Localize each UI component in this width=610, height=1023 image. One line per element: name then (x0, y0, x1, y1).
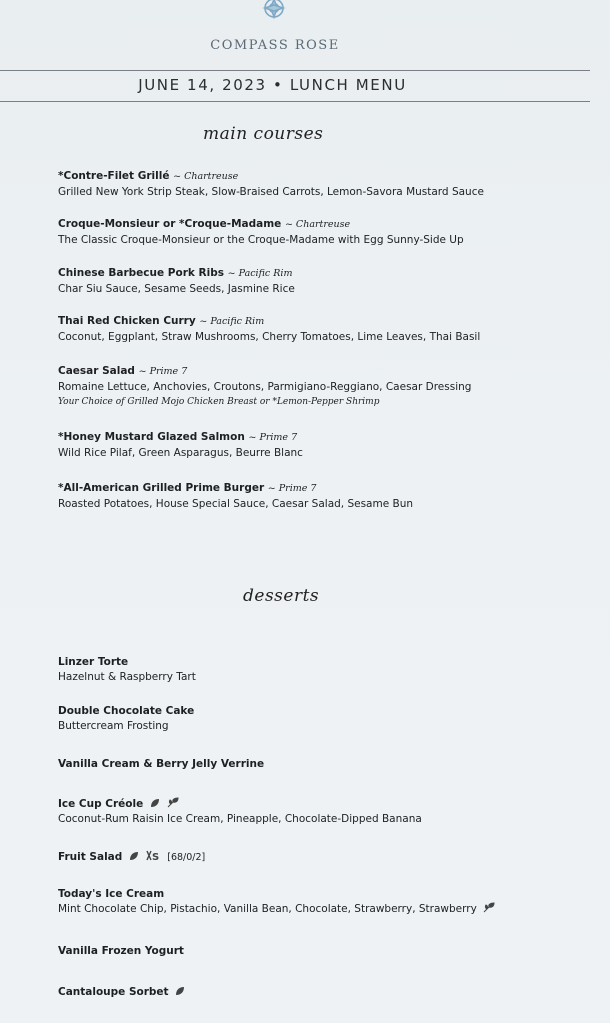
menu-item (58, 314, 598, 345)
menu-item (58, 797, 598, 827)
item-description: Romaine Lettuce, Anchovies, Croutons, Parmigiano-Reggiano, Caesar Dressing (58, 381, 472, 393)
item-name: *Contre-Filet Grillé ~ Chartreuse (58, 170, 239, 182)
menu-item (58, 364, 598, 409)
item-venue: ~ Prime 7 (138, 366, 188, 377)
header-bottom-rule (0, 101, 590, 102)
item-name: *All-American Grilled Prime Burger ~ Prime 7 (58, 482, 317, 494)
item-name: Cantaloupe Sorbet (58, 985, 598, 999)
item-description: Coconut, Eggplant, Straw Mushrooms, Cherry Tomatoes, Lime Leaves, Thai Basil (58, 331, 481, 343)
compass-rose-logo-icon (257, 0, 291, 26)
item-venue: ~ Prime 7 (248, 432, 298, 443)
item-name: Chinese Barbecue Pork Ribs ~ Pacific Rim (58, 267, 293, 279)
menu-item (58, 850, 598, 865)
item-description: Grilled New York Strip Steak, Slow-Braised Carrots, Lemon-Savora Mustard Sauce (58, 186, 484, 198)
menu-item (58, 481, 598, 512)
item-name: Fruit Salad S [68/0/2] (58, 851, 206, 863)
section-title-desserts: desserts (243, 586, 320, 606)
leaf-icon (175, 986, 185, 996)
item-name: Linzer Torte (58, 656, 129, 668)
item-description: Mint Chocolate Chip, Pistachio, Vanilla Bean, Chocolate, Strawberry, Strawberry (58, 901, 598, 917)
item-name: *Honey Mustard Glazed Salmon ~ Prime 7 (58, 431, 298, 443)
nutrition-values: [68/0/2] (167, 852, 206, 863)
item-description: Char Siu Sauce, Sesame Seeds, Jasmine Rice (58, 283, 295, 295)
item-venue: ~ Chartreuse (284, 219, 351, 230)
brand-name: COMPASS ROSE (210, 38, 340, 53)
section-title-main-courses: main courses (203, 124, 324, 144)
menu-item (58, 757, 598, 771)
item-name: Vanilla Cream & Berry Jelly Verrine (58, 758, 265, 770)
svg-text:S: S (151, 852, 159, 861)
item-description: Coconut-Rum Raisin Ice Cream, Pineapple, Chocolate-Dipped Banana (58, 813, 422, 825)
item-description: Buttercream Frosting (58, 720, 169, 732)
menu-item (58, 887, 598, 917)
leaf-icon (129, 851, 139, 861)
item-description: Wild Rice Pilaf, Green Asparagus, Beurre Blanc (58, 447, 303, 459)
no-sugar-icon (146, 850, 160, 861)
item-venue: ~ Pacific Rim (199, 316, 265, 327)
item-venue: ~ Pacific Rim (227, 268, 293, 279)
item-name: Vanilla Frozen Yogurt (58, 945, 184, 957)
leaf-icon (150, 798, 160, 808)
menu-item (58, 266, 598, 297)
menu-item (58, 217, 598, 248)
header-top-rule (0, 70, 590, 71)
item-description: Roasted Potatoes, House Special Sauce, Caesar Salad, Sesame Bun (58, 498, 414, 510)
item-name: Croque-Monsieur or *Croque-Madame ~ Chartreuse (58, 218, 351, 230)
item-name: Ice Cup Créole (58, 797, 598, 811)
menu-item (58, 169, 598, 200)
item-name: Caesar Salad ~ Prime 7 (58, 365, 188, 377)
plant-icon (167, 797, 179, 808)
menu-item (58, 430, 598, 461)
plant-icon (483, 902, 495, 913)
item-description: Hazelnut & Raspberry Tart (58, 671, 196, 683)
item-venue: ~ Chartreuse (173, 171, 239, 182)
item-name: Double Chocolate Cake (58, 705, 195, 717)
item-note: Your Choice of Grilled Mojo Chicken Breast or *Lemon-Pepper Shrimp (58, 397, 380, 407)
menu-item (58, 985, 598, 999)
menu-item (58, 704, 598, 734)
menu-item (58, 655, 598, 685)
item-description: The Classic Croque-Monsieur or the Croque-Madame with Egg Sunny-Side Up (58, 234, 464, 246)
menu-item (58, 944, 598, 958)
item-name: Thai Red Chicken Curry ~ Pacific Rim (58, 315, 265, 327)
item-venue: ~ Prime 7 (267, 483, 317, 494)
menu-title: JUNE 14, 2023 • LUNCH MENU (138, 76, 407, 94)
item-name: Today's Ice Cream (58, 888, 165, 900)
